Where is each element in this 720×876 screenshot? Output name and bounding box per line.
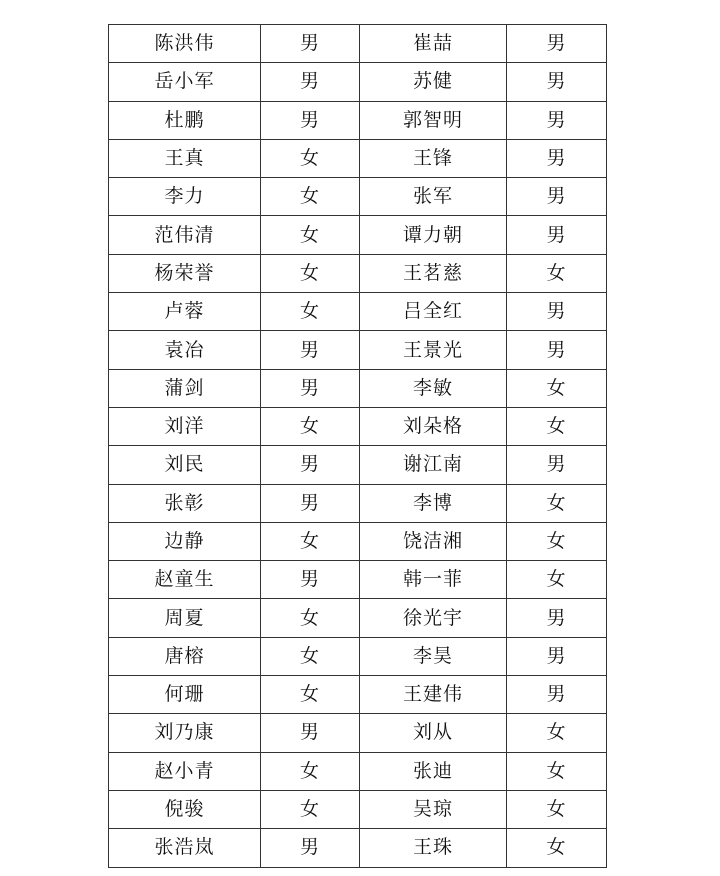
- name-cell-left: 赵童生: [109, 561, 261, 599]
- table-row: [109, 752, 607, 790]
- name-cell-right: 崔喆: [360, 25, 507, 63]
- name-cell-left: 赵小青: [109, 752, 261, 790]
- name-cell-right: 徐光宇: [360, 599, 507, 637]
- table-row: [109, 369, 607, 407]
- table-row: [109, 63, 607, 101]
- gender-cell-left: 女: [261, 637, 360, 675]
- table-row: [109, 139, 607, 177]
- gender-cell-right: 女: [507, 829, 607, 867]
- gender-cell-right: 男: [507, 599, 607, 637]
- gender-cell-left: 男: [261, 25, 360, 63]
- gender-cell-right: 男: [507, 637, 607, 675]
- name-cell-left: 唐榕: [109, 637, 261, 675]
- name-cell-right: 谭力朝: [360, 216, 507, 254]
- gender-cell-right: 男: [507, 331, 607, 369]
- name-cell-right: 张迪: [360, 752, 507, 790]
- name-cell-left: 张彰: [109, 484, 261, 522]
- gender-cell-right: 女: [507, 714, 607, 752]
- gender-cell-left: 女: [261, 676, 360, 714]
- name-cell-right: 李昊: [360, 637, 507, 675]
- table-row: [109, 484, 607, 522]
- gender-cell-left: 男: [261, 829, 360, 867]
- gender-cell-right: 女: [507, 752, 607, 790]
- table-row: [109, 446, 607, 484]
- table-row: [109, 101, 607, 139]
- table-row: [109, 637, 607, 675]
- gender-cell-left: 女: [261, 178, 360, 216]
- gender-cell-left: 女: [261, 407, 360, 445]
- gender-cell-left: 女: [261, 293, 360, 331]
- name-cell-left: 卢蓉: [109, 293, 261, 331]
- name-cell-right: 李博: [360, 484, 507, 522]
- gender-cell-left: 男: [261, 63, 360, 101]
- table-row: [109, 714, 607, 752]
- gender-cell-right: 男: [507, 178, 607, 216]
- name-cell-left: 何珊: [109, 676, 261, 714]
- table-row: [109, 829, 607, 867]
- gender-cell-right: 女: [507, 407, 607, 445]
- name-cell-left: 周夏: [109, 599, 261, 637]
- name-cell-left: 张浩岚: [109, 829, 261, 867]
- table-row: [109, 561, 607, 599]
- gender-cell-left: 男: [261, 331, 360, 369]
- name-cell-left: 岳小军: [109, 63, 261, 101]
- gender-cell-right: 男: [507, 101, 607, 139]
- name-cell-right: 韩一菲: [360, 561, 507, 599]
- gender-cell-left: 女: [261, 599, 360, 637]
- gender-cell-right: 女: [507, 254, 607, 292]
- gender-cell-left: 男: [261, 484, 360, 522]
- gender-cell-left: 女: [261, 790, 360, 828]
- gender-cell-right: 女: [507, 790, 607, 828]
- gender-cell-left: 男: [261, 101, 360, 139]
- name-cell-right: 王茗慈: [360, 254, 507, 292]
- gender-cell-right: 男: [507, 446, 607, 484]
- name-cell-left: 杜鹏: [109, 101, 261, 139]
- table-row: [109, 25, 607, 63]
- gender-cell-right: 男: [507, 216, 607, 254]
- gender-cell-right: 女: [507, 369, 607, 407]
- gender-cell-right: 男: [507, 25, 607, 63]
- gender-cell-right: 男: [507, 139, 607, 177]
- name-cell-left: 边静: [109, 522, 261, 560]
- name-cell-right: 饶洁湘: [360, 522, 507, 560]
- name-cell-right: 郭智明: [360, 101, 507, 139]
- name-cell-right: 刘朵格: [360, 407, 507, 445]
- gender-cell-left: 女: [261, 254, 360, 292]
- gender-cell-left: 女: [261, 522, 360, 560]
- gender-cell-right: 女: [507, 561, 607, 599]
- gender-cell-right: 男: [507, 63, 607, 101]
- name-cell-left: 陈洪伟: [109, 25, 261, 63]
- name-cell-right: 苏健: [360, 63, 507, 101]
- gender-cell-left: 女: [261, 752, 360, 790]
- table-row: [109, 216, 607, 254]
- gender-cell-right: 男: [507, 676, 607, 714]
- table-row: [109, 331, 607, 369]
- table-row: [109, 522, 607, 560]
- name-cell-right: 王珠: [360, 829, 507, 867]
- table-row: [109, 599, 607, 637]
- name-cell-right: 王建伟: [360, 676, 507, 714]
- gender-cell-left: 女: [261, 216, 360, 254]
- name-gender-table: [108, 24, 607, 868]
- name-cell-right: 张军: [360, 178, 507, 216]
- table-body: [109, 25, 607, 868]
- name-cell-left: 刘乃康: [109, 714, 261, 752]
- table-row: [109, 254, 607, 292]
- gender-cell-right: 女: [507, 484, 607, 522]
- table-row: [109, 407, 607, 445]
- gender-cell-left: 男: [261, 561, 360, 599]
- name-cell-right: 李敏: [360, 369, 507, 407]
- name-cell-right: 谢江南: [360, 446, 507, 484]
- gender-cell-right: 女: [507, 522, 607, 560]
- table-row: [109, 293, 607, 331]
- table-row: [109, 676, 607, 714]
- name-cell-left: 李力: [109, 178, 261, 216]
- name-cell-right: 王锋: [360, 139, 507, 177]
- name-cell-right: 王景光: [360, 331, 507, 369]
- gender-cell-left: 男: [261, 369, 360, 407]
- name-cell-left: 袁冶: [109, 331, 261, 369]
- name-cell-right: 刘从: [360, 714, 507, 752]
- gender-cell-left: 男: [261, 714, 360, 752]
- name-cell-right: 吴琼: [360, 790, 507, 828]
- name-cell-left: 刘洋: [109, 407, 261, 445]
- name-cell-left: 刘民: [109, 446, 261, 484]
- name-cell-left: 蒲剑: [109, 369, 261, 407]
- gender-cell-left: 男: [261, 446, 360, 484]
- name-cell-right: 吕全红: [360, 293, 507, 331]
- name-cell-left: 倪骏: [109, 790, 261, 828]
- name-cell-left: 杨荣誉: [109, 254, 261, 292]
- gender-cell-right: 男: [507, 293, 607, 331]
- name-cell-left: 王真: [109, 139, 261, 177]
- name-cell-left: 范伟清: [109, 216, 261, 254]
- table-row: [109, 178, 607, 216]
- table-row: [109, 790, 607, 828]
- gender-cell-left: 女: [261, 139, 360, 177]
